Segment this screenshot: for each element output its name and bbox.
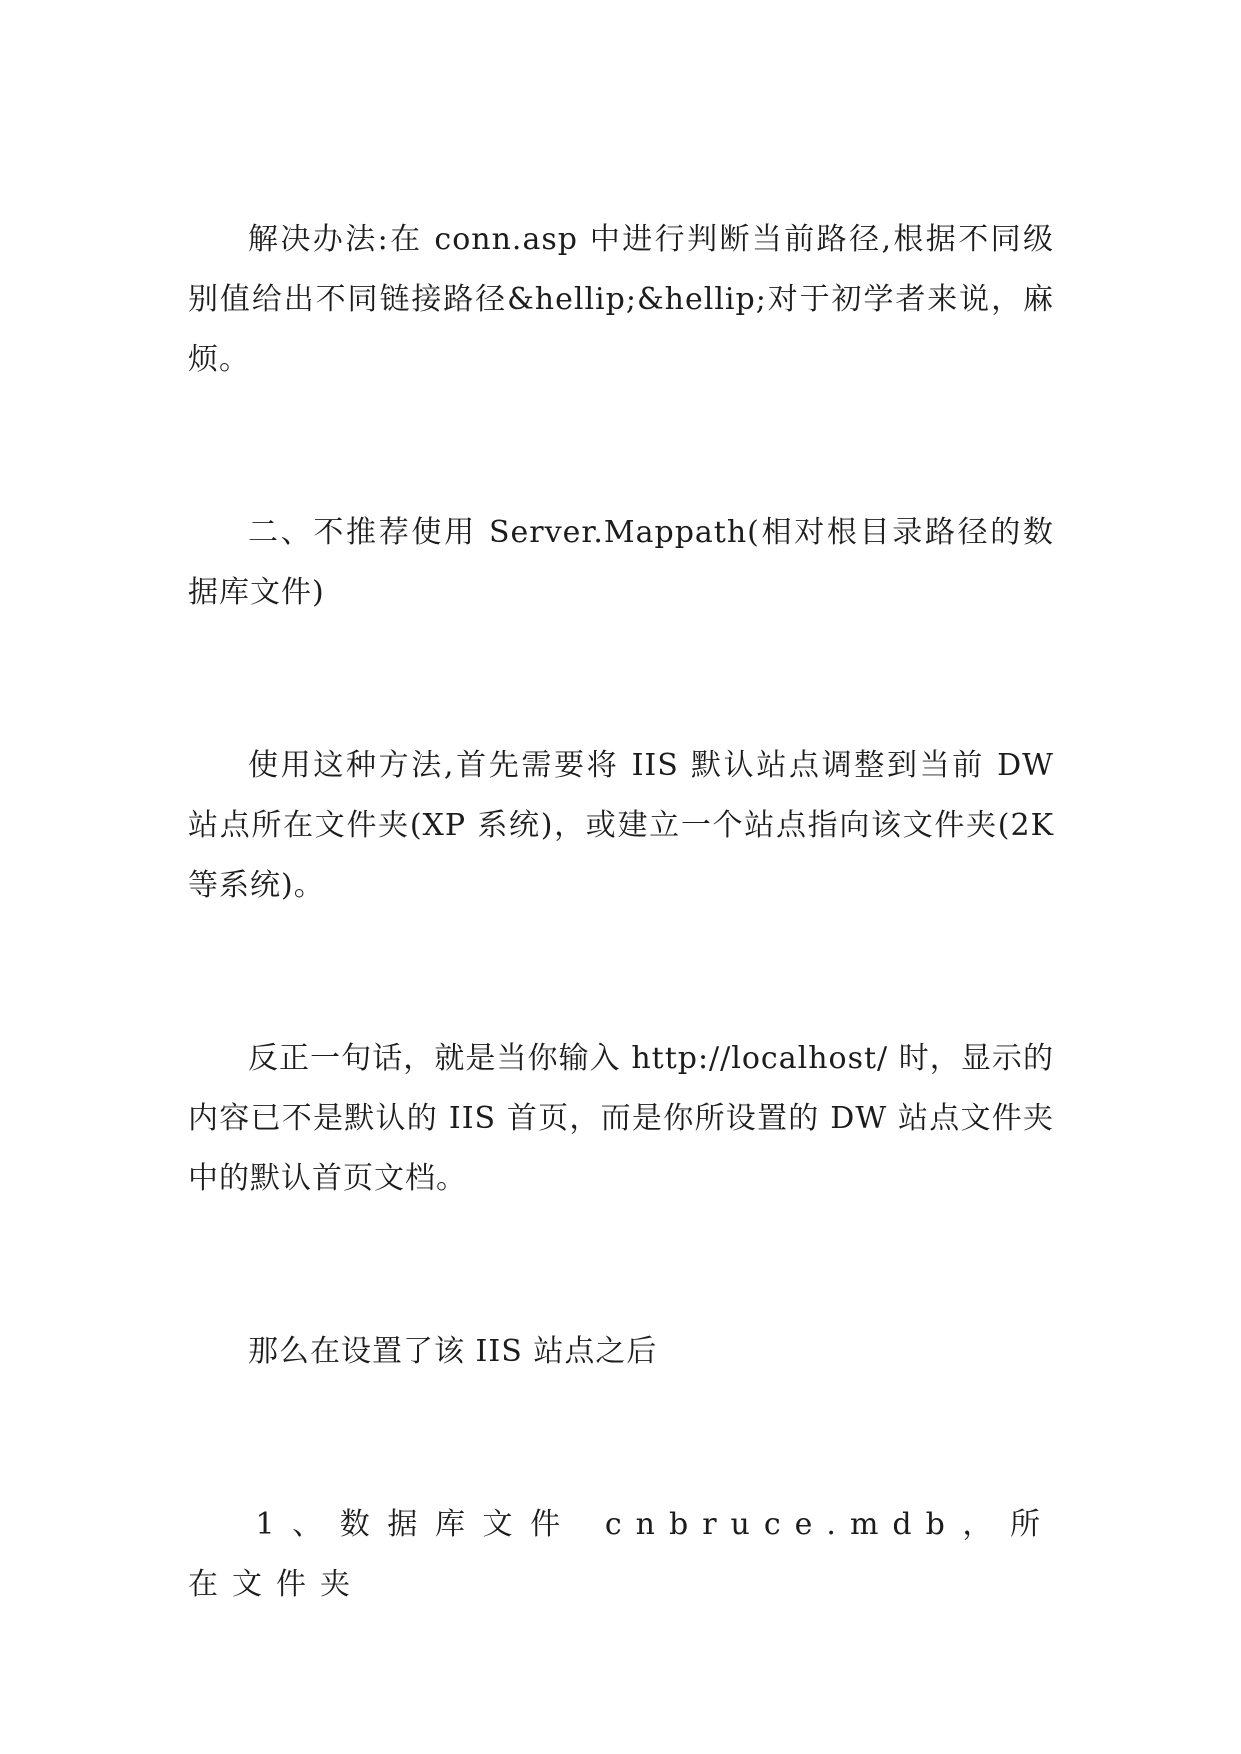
paragraph-section-heading: 二、不推荐使用 Server.Mappath(相对根目录路径的数据库文件) [188, 515, 1054, 610]
paragraph-after-setup: 那么在设置了该 IIS 站点之后 [248, 1334, 658, 1369]
paragraph-list-item-1: 1、数据库文件 cnbruce.mdb，所在文件夹 [188, 1507, 1054, 1602]
document-body [188, 210, 1054, 1615]
paragraph-summary: 反正一句话，就是当你输入 http://localhost/ 时，显示的内容已不是默认的 IIS 首页，而是你所设置的 DW 站点文件夹中的默认首页文档。 [188, 1041, 1054, 1196]
paragraph-solution: 解决办法:在 conn.asp 中进行判断当前路径,根据不同级别值给出不同链接路径&hellip;&hellip;对于初学者来说，麻烦。 [188, 222, 1054, 377]
paragraph-method-description: 使用这种方法,首先需要将 IIS 默认站点调整到当前 DW 站点所在文件夹(XP 系统)，或建立一个站点指向该文件夹(2K 等系统)。 [188, 748, 1054, 903]
